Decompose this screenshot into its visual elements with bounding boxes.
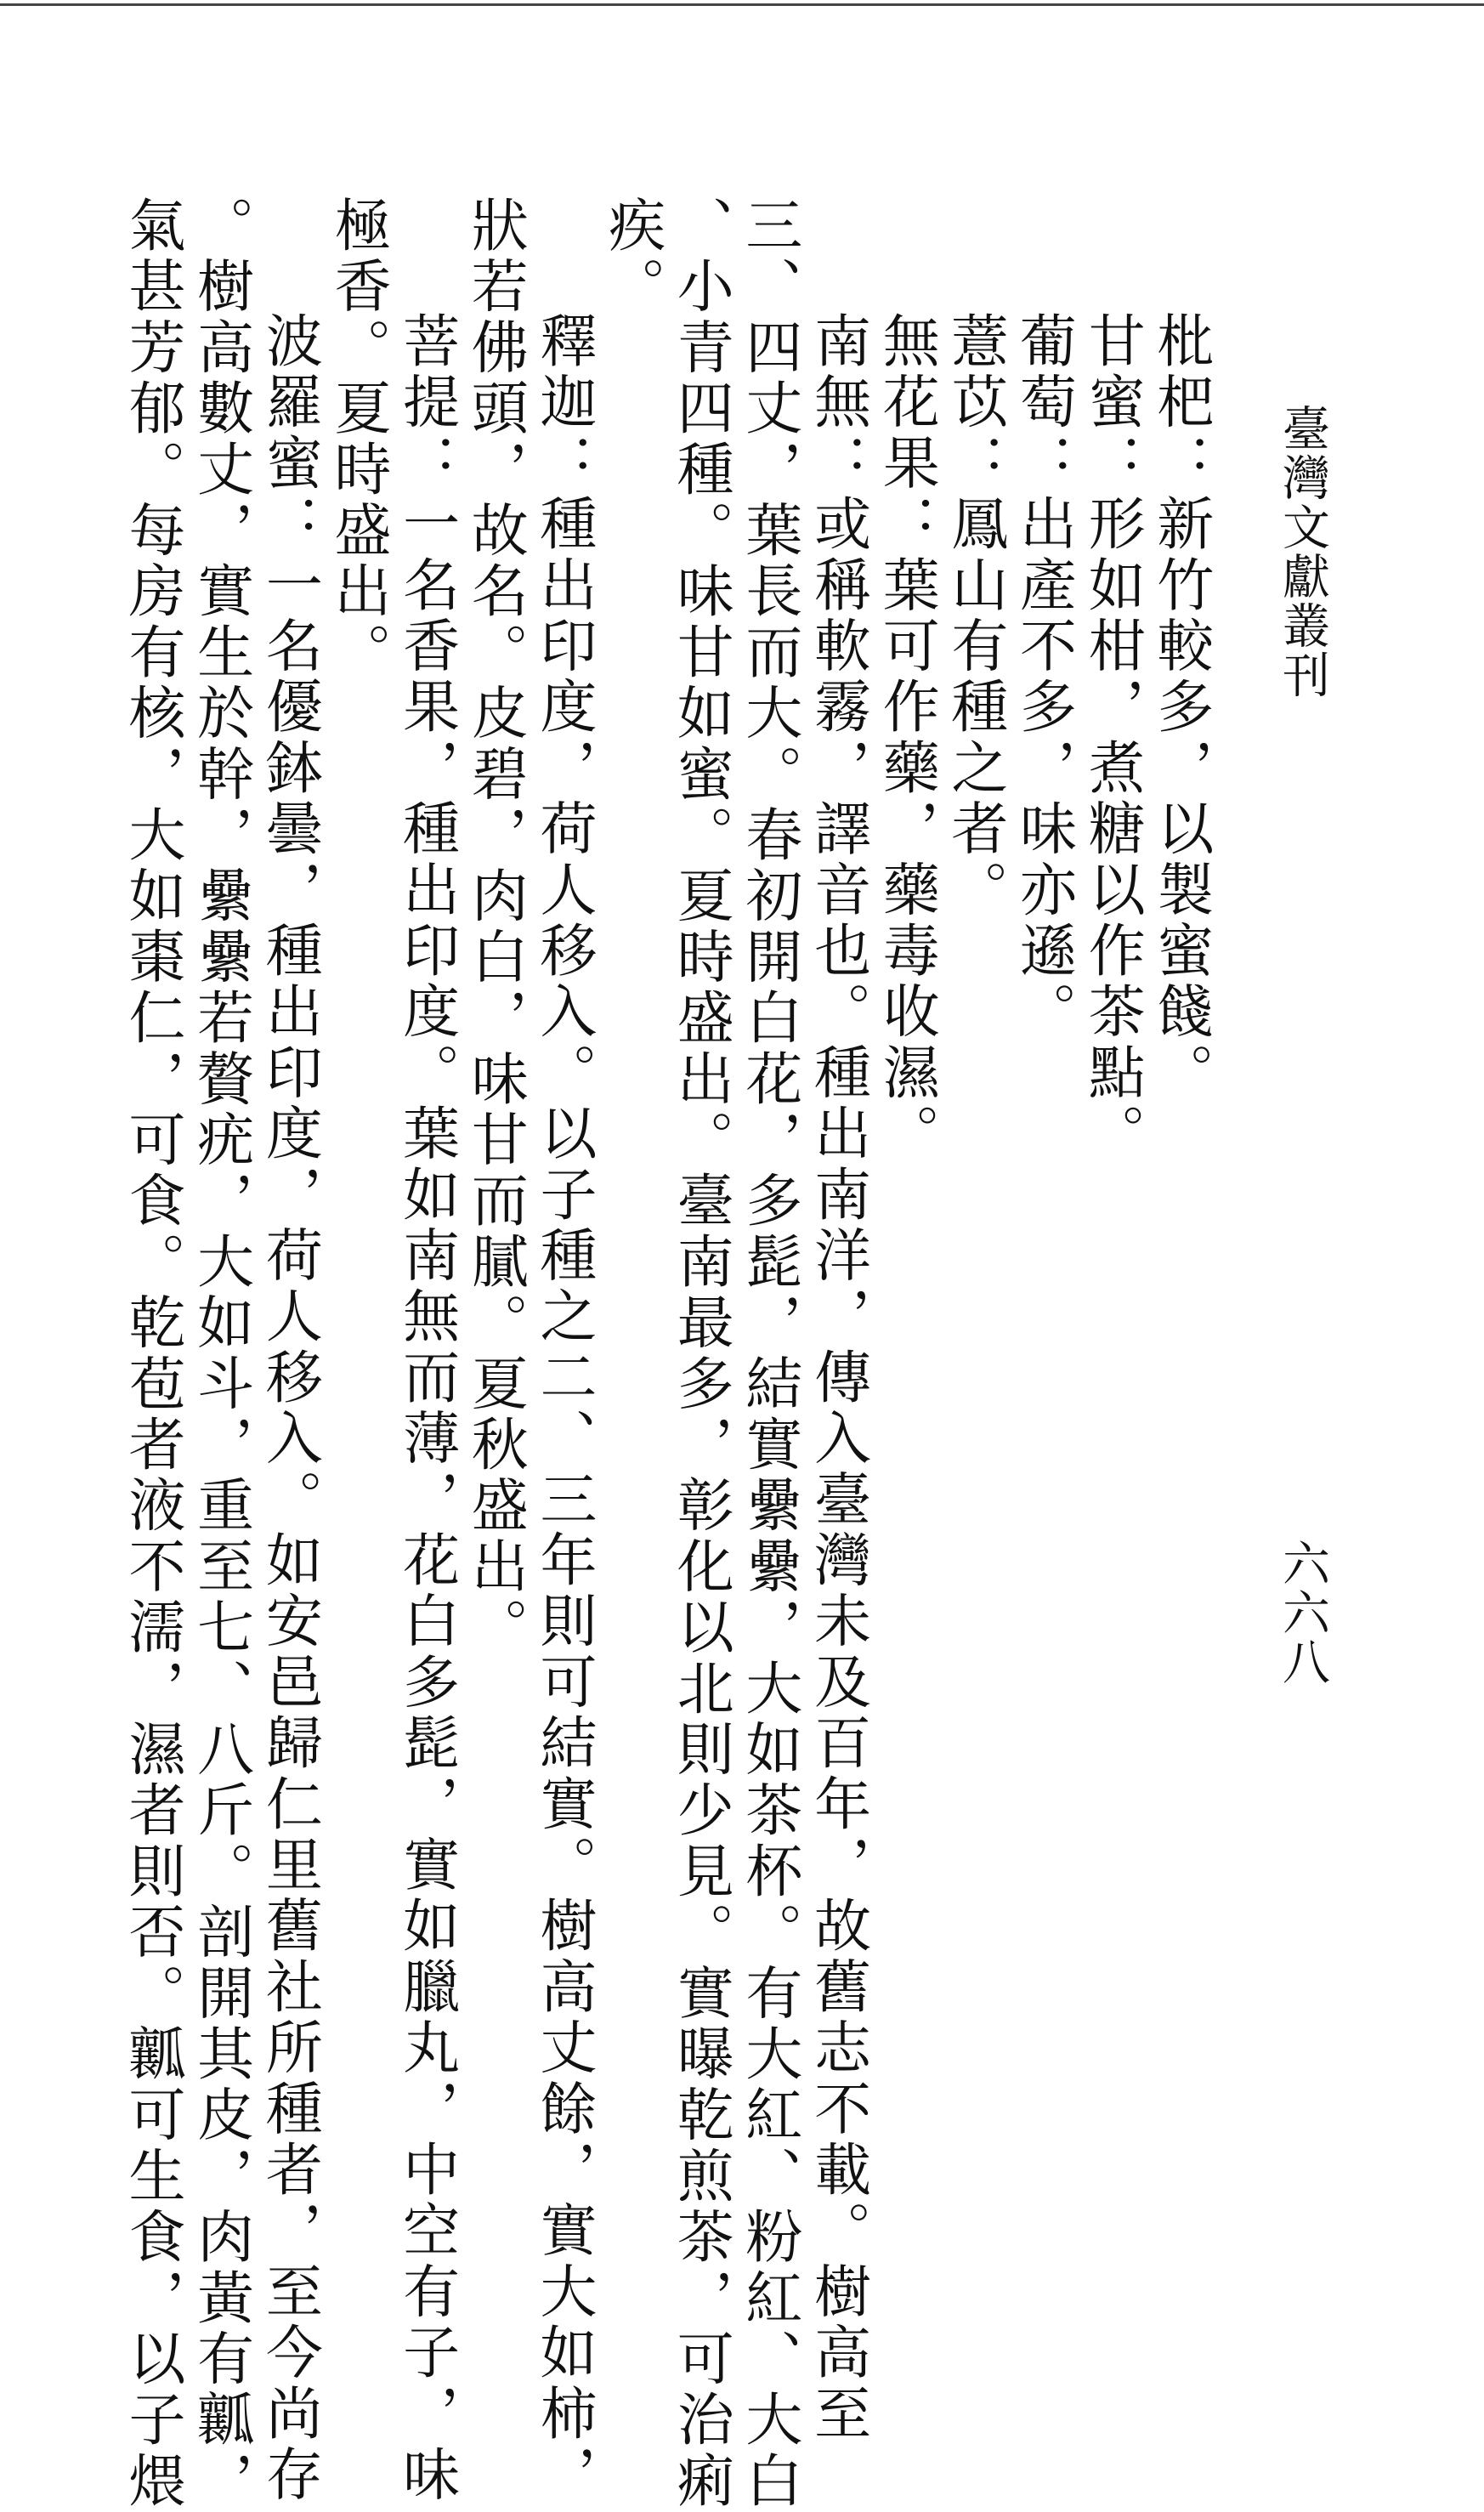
text-column: 。樹高數丈，實生於幹，纍纍若贅疣，大如斗，重至七、八斤。剖開其皮，肉黃有瓤， [188, 196, 255, 2512]
text-column: 甘蜜：形如柑，煮糖以作茶點。 [1079, 311, 1147, 1165]
text-column: 葡萄：出產不多，味亦遜。 [1011, 311, 1078, 1043]
top-border-line [0, 3, 1484, 6]
text-column: 枇杷：新竹較多，以製蜜餞。 [1147, 311, 1215, 1104]
running-header-title: 臺灣文獻叢刊 [1275, 404, 1330, 700]
text-column: 波羅蜜：一名優鉢曇，種出印度，荷人移入。如安邑歸仁里舊社所種者，至今尚存 [257, 311, 324, 2506]
text-column: 三、四丈，葉長而大。春初開白花，多髭，結實纍纍，大如茶杯。有大紅、粉紅、大白 [736, 196, 803, 2512]
text-column: 南無：或稱軟霧，譯音也。種出南洋，傳入臺灣未及百年，故舊志不載。樹高至 [805, 311, 872, 2445]
text-column: 狀若佛頭，故名。皮碧，肉白，味甘而膩。夏秋盛出。 [462, 196, 530, 1659]
text-column: 無花果：葉可作藥，藥毒收濕。 [874, 311, 941, 1165]
text-column: 釋迦：種出印度，荷人移入。以子種之二、三年則可結實。樹高丈餘，實大如柿， [530, 311, 598, 2506]
vertical-text-body [119, 196, 1215, 2512]
text-column: 、小青四種。味甘如蜜。夏時盛出。臺南最多，彰化以北則少見。實曝乾煎茶，可治痢 [668, 196, 735, 2512]
text-column: 氣甚芳郁。每房有核，大如棗仁，可食。乾苞者液不濡，濕者則否。瓤可生食，以子煨 [120, 196, 186, 2512]
text-column: 菩提：一名香果，種出印度。葉如南無而薄，花白多髭，實如臘丸，中空有子，味 [394, 311, 461, 2506]
text-column: 極香。夏時盛出。 [325, 196, 392, 683]
page-number: 六六八 [1275, 1539, 1330, 1687]
text-column: 薏苡：鳳山有種之者。 [942, 311, 1009, 921]
text-column: 疾。 [599, 196, 666, 318]
